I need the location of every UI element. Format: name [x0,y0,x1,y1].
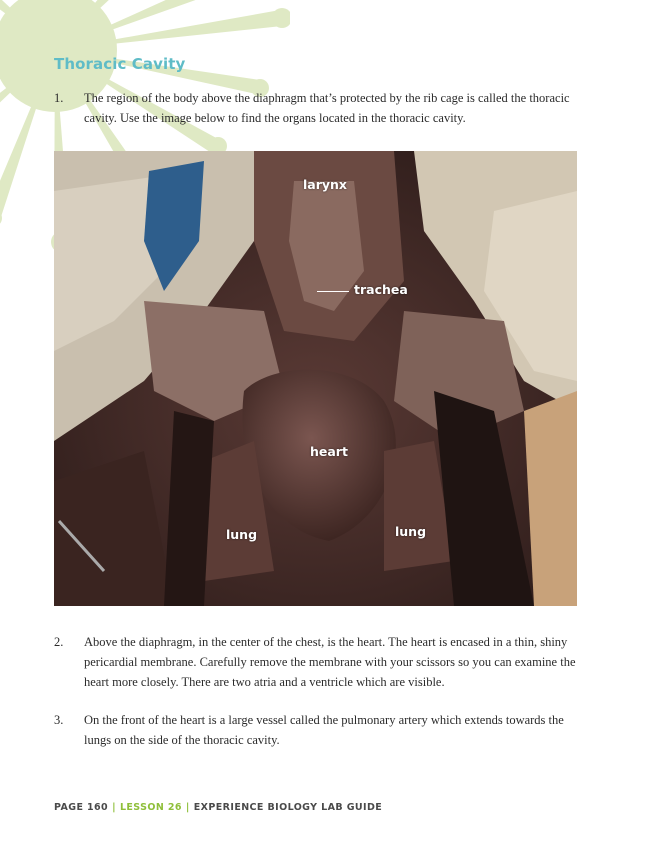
label-trachea: trachea [354,282,408,297]
section-title: Thoracic Cavity [54,55,186,73]
label-trachea-leader [317,291,349,292]
item-text: Above the diaphragm, in the center of the chest, is the heart. The heart is encased in a thin, shiny pericardial membrane. Carefully remove the membrane with your scissors so you can examine the heart more closely. There are two atria and a ventricle which are visible. [84,635,576,689]
item-number: 2. [54,635,64,649]
item-text: The region of the body above the diaphragm that’s protected by the rib cage is called the thoracic cavity. Use the image below to find the organs located in the thoracic cavity. [84,91,570,125]
page-footer [54,802,382,813]
label-lung-right: lung [395,524,427,539]
instruction-item-2 [54,632,584,692]
item-number: 3. [54,713,64,727]
instruction-item-3 [54,710,584,750]
item-text: On the front of the heart is a large vessel called the pulmonary artery which extends towards the lungs on the side of the thoracic cavity. [84,713,564,747]
footer-page-number: PAGE 160 [54,802,109,813]
footer-separator: | [112,802,116,813]
footer-guide-title: EXPERIENCE BIOLOGY LAB GUIDE [193,802,383,813]
label-heart: heart [310,444,348,459]
footer-lesson: LESSON 26 [119,802,182,813]
instruction-item-1 [54,88,584,128]
label-lung-left: lung [226,527,258,542]
dissection-image [54,151,577,606]
label-larynx: larynx [303,177,347,192]
item-number: 1. [54,91,64,105]
footer-separator: | [185,802,190,813]
dissection-photo [54,151,577,606]
